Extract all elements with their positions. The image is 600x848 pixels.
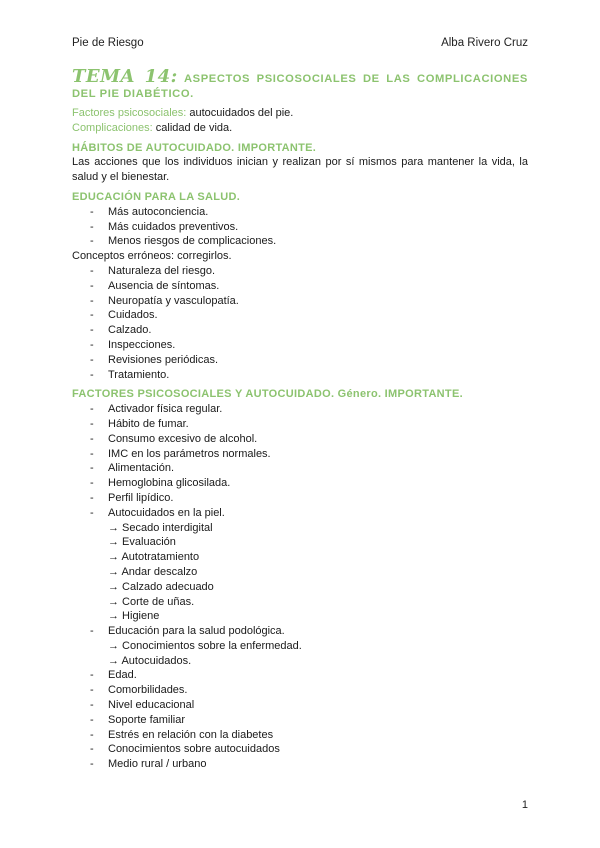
- educacion-sublist: [72, 639, 528, 669]
- list-item: - Consumo excesivo de alcohol.: [72, 432, 528, 447]
- sub-item: → Conocimientos sobre la enfermedad.: [108, 639, 302, 652]
- complicaciones-value: calidad de vida.: [152, 121, 233, 134]
- factores-psico-heading: FACTORES PSICOSOCIALES Y AUTOCUIDADO. Género. IMPORTANTE.: [72, 388, 463, 401]
- list-item: - Ausencia de síntomas.: [72, 279, 528, 294]
- list-item: - Cuidados.: [72, 308, 528, 323]
- sub-item: → Corte de uñas.: [108, 595, 195, 608]
- title-text: ASPECTOS PSICOSOCIALES DE LAS COMPLICACIONES DEL PIE DIABÉTICO.: [72, 73, 528, 100]
- list-item: - Más cuidados preventivos.: [72, 220, 528, 235]
- list-item: - Tratamiento.: [72, 368, 528, 383]
- factores-psico-list-b: [72, 668, 528, 772]
- sub-item: → Calzado adecuado: [108, 580, 214, 593]
- list-item: - Naturaleza del riesgo.: [72, 264, 528, 279]
- sub-item: → Autotratamiento: [108, 551, 200, 564]
- list-item: - Menos riesgos de complicaciones.: [72, 234, 528, 249]
- list-item: - Soporte familiar: [72, 713, 528, 728]
- page-number: 1: [521, 799, 528, 811]
- list-item: - Neuropatía y vasculopatía.: [72, 294, 528, 309]
- list-item: - Hemoglobina glicosilada.: [72, 476, 528, 491]
- factores-label: Factores psicosociales:: [72, 107, 187, 119]
- list-item: - Alimentación.: [72, 461, 528, 476]
- sub-item: → Autocuidados.: [108, 654, 192, 667]
- document-body: [72, 66, 528, 772]
- complicaciones-label: Complicaciones:: [72, 121, 153, 134]
- list-item: - Medio rural / urbano: [72, 757, 528, 772]
- header-author: Alba Rivero Cruz: [441, 37, 528, 49]
- sub-item: → Evaluación: [108, 536, 176, 549]
- list-item: - Inspecciones.: [72, 338, 528, 353]
- factores-psico-list: [72, 402, 528, 520]
- educacion-heading: EDUCACIÓN PARA LA SALUD.: [72, 190, 241, 203]
- list-item: - Conocimientos sobre autocuidados: [72, 742, 528, 757]
- conceptos-list: [72, 264, 528, 382]
- educacion-podologica-list: [72, 624, 528, 639]
- list-item: - Calzado.: [72, 323, 528, 338]
- list-item: - Revisiones periódicas.: [72, 353, 528, 368]
- conceptos-label: Conceptos erróneos: corregirlos.: [72, 250, 232, 263]
- list-item: - Edad.: [72, 668, 528, 683]
- document-title: [72, 66, 528, 101]
- educacion-list: [72, 205, 528, 249]
- piel-sublist: [72, 521, 528, 625]
- sub-item: → Andar descalzo: [108, 565, 198, 578]
- habitos-heading: HÁBITOS DE AUTOCUIDADO. IMPORTANTE.: [72, 141, 317, 154]
- tema-number: TEMA 14:: [72, 66, 178, 87]
- list-item: - Hábito de fumar.: [72, 417, 528, 432]
- list-item: - Educación para la salud podológica.: [72, 624, 528, 639]
- list-item: - Autocuidados en la piel.: [72, 506, 528, 521]
- list-item: - Nivel educacional: [72, 698, 528, 713]
- sub-item: → Higiene: [108, 610, 160, 623]
- list-item: - Comorbilidades.: [72, 683, 528, 698]
- list-item: - Activador física regular.: [72, 402, 528, 417]
- sub-item: → Secado interdigital: [108, 521, 213, 534]
- habitos-text: Las acciones que los individuos inician y realizan por sí mismos para mantener la vida, la salud y el bienestar.: [72, 156, 528, 184]
- list-item: - Perfil lipídico.: [72, 491, 528, 506]
- factores-line: [72, 106, 528, 121]
- header-course: Pie de Riesgo: [72, 37, 144, 49]
- complicaciones-line: [72, 121, 528, 136]
- list-item: - Más autoconciencia.: [72, 205, 528, 220]
- list-item: - IMC en los parámetros normales.: [72, 447, 528, 462]
- factores-value: autocuidados del pie.: [186, 107, 294, 119]
- list-item: - Estrés en relación con la diabetes: [72, 728, 528, 743]
